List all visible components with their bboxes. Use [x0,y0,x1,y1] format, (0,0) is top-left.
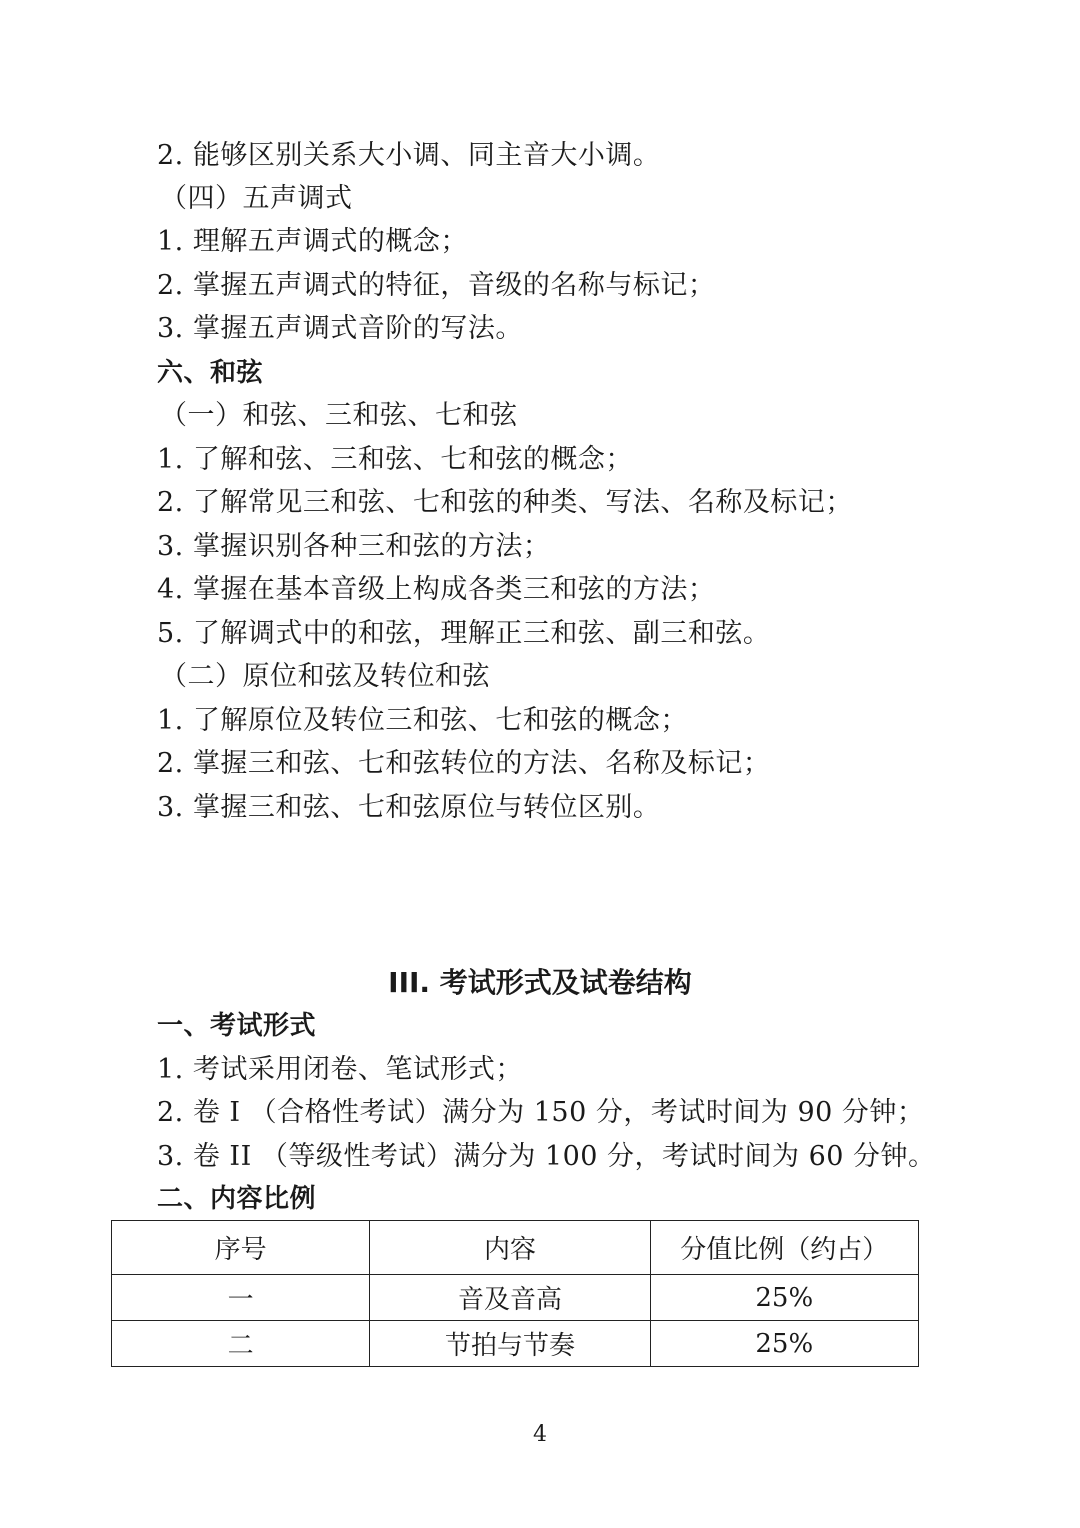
table-row [112,1321,919,1367]
table-header-row [112,1221,919,1275]
table-header-cell: 内容 [370,1221,650,1275]
table-cell: 25% [650,1321,918,1367]
section-heading: 二、内容比例 [157,1184,317,1214]
table-cell: 音及音高 [370,1275,650,1321]
table-cell: 二 [112,1321,370,1367]
text-line: 5. 了解调式中的和弦，理解正三和弦、副三和弦。 [157,618,771,649]
text-line: 2. 了解常见三和弦、七和弦的种类、写法、名称及标记； [157,487,853,518]
subsection-heading: （一）和弦、三和弦、七和弦 [160,400,518,431]
table-header-cell: 分值比例（约占） [650,1221,918,1275]
text-line: 1. 了解原位及转位三和弦、七和弦的概念； [157,705,688,736]
text-line: 1. 了解和弦、三和弦、七和弦的概念； [157,444,633,475]
text-line: 4. 掌握在基本音级上构成各类三和弦的方法； [157,574,716,605]
text-line: 3. 掌握三和弦、七和弦原位与转位区别。 [157,792,661,823]
text-line: 1. 理解五声调式的概念； [157,226,468,257]
part-title: III. 考试形式及试卷结构 [388,966,692,999]
text-line: 3. 掌握五声调式音阶的写法。 [157,313,523,344]
text-line: 1. 考试采用闭卷、笔试形式； [157,1054,523,1085]
text-line: 2. 掌握三和弦、七和弦转位的方法、名称及标记； [157,748,771,779]
text-line: 3. 掌握识别各种三和弦的方法； [157,531,551,562]
text-line: 2. 掌握五声调式的特征，音级的名称与标记； [157,270,716,301]
table-row [112,1275,919,1321]
subsection-heading: （四）五声调式 [160,183,353,214]
table-cell: 25% [650,1275,918,1321]
content-ratio-table [111,1220,919,1367]
table-cell: 一 [112,1275,370,1321]
section-heading: 一、考试形式 [157,1011,317,1041]
text-line: 2. 能够区别关系大小调、同主音大小调。 [157,140,661,171]
table-header-cell: 序号 [112,1221,370,1275]
text-line: 2. 卷 I （合格性考试）满分为 150 分，考试时间为 90 分钟； [157,1097,925,1128]
table-cell: 节拍与节奏 [370,1321,650,1367]
subsection-heading: （二）原位和弦及转位和弦 [160,661,490,692]
text-line: 3. 卷 II （等级性考试）满分为 100 分，考试时间为 60 分钟。 [157,1141,936,1172]
page-number: 4 [533,1422,547,1447]
section-heading: 六、和弦 [157,358,264,388]
